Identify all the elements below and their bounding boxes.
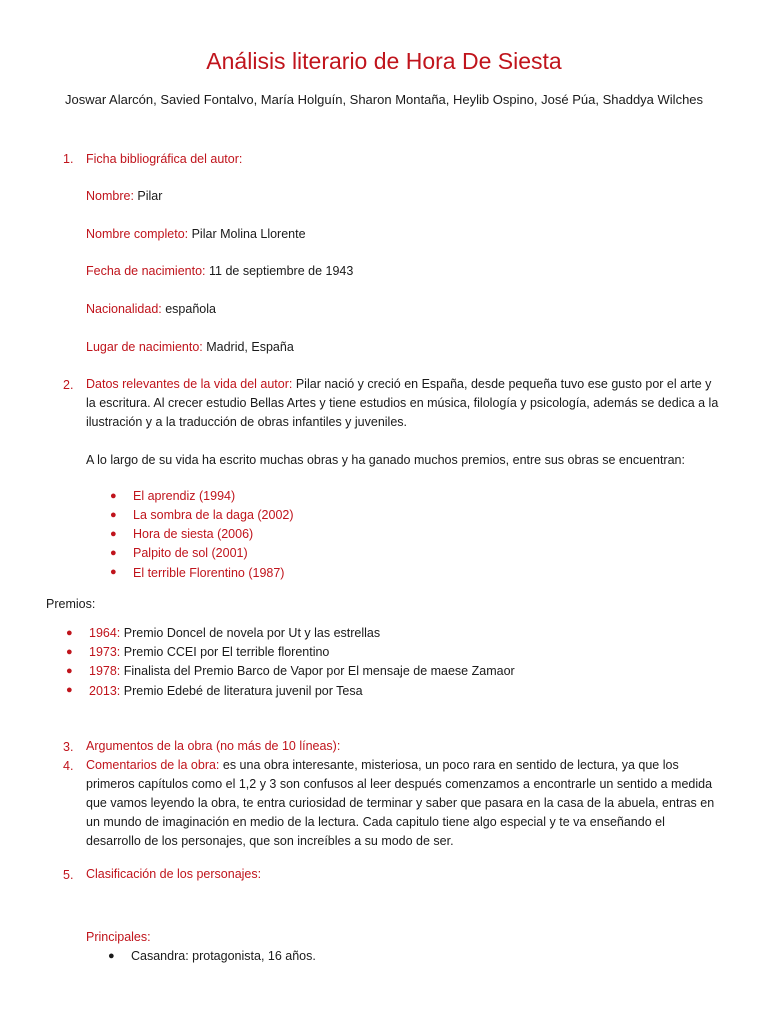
section-4-line-2: primeros capítulos como el 1,2 y 3 son confusos al leer después comenzamos a encontrarle un sentido a medida	[86, 777, 713, 791]
field-value: Pilar	[133, 189, 163, 203]
premio-item	[89, 682, 363, 702]
premio-text: Premio Edebé de literatura juvenil por Tesa	[120, 684, 363, 698]
field-label: Nombre completo:	[86, 227, 189, 241]
section-2-line-1	[86, 375, 711, 395]
field-label: Fecha de nacimiento:	[86, 264, 206, 278]
field-lugar-nacimiento	[86, 338, 294, 358]
premio-year: 1978:	[89, 664, 121, 678]
bullet-icon: ●	[66, 665, 73, 677]
section-2-line-2: la escritura. Al crecer estudio Bellas Artes y tiene estudios en música, filología y psicología, además se dedica a la	[86, 396, 719, 410]
field-label: Lugar de nacimiento:	[86, 340, 203, 354]
field-value: Madrid, España	[202, 340, 294, 354]
bullet-icon: ●	[66, 684, 73, 696]
section-1-number: 1.	[63, 152, 74, 166]
premio-year: 1964:	[89, 626, 121, 640]
character-item: Casandra: protagonista, 16 años.	[131, 949, 316, 963]
premio-item	[89, 624, 380, 644]
field-nombre-completo	[86, 225, 306, 245]
section-4-number: 4.	[63, 759, 74, 773]
section-2-heading: Datos relevantes de la vida del autor:	[86, 377, 293, 391]
section-2-intro: A lo largo de su vida ha escrito muchas obras y ha ganado muchos premios, entre sus obras se encuentran:	[86, 453, 685, 467]
section-4-heading: Comentarios de la obra:	[86, 758, 220, 772]
section-3-heading: Argumentos de la obra (no más de 10 líneas):	[86, 739, 341, 753]
bullet-icon: ●	[66, 646, 73, 658]
bullet-icon: ●	[110, 566, 117, 578]
premio-item	[89, 643, 329, 663]
field-nombre	[86, 187, 162, 207]
bullet-icon: ●	[66, 627, 73, 639]
section-2-line-3: ilustración y a la traducción de obras infantiles y juveniles.	[86, 415, 408, 429]
premios-heading: Premios:	[46, 597, 96, 611]
bullet-icon: ●	[110, 528, 117, 540]
bullet-icon: ●	[108, 950, 115, 962]
section-4-text: es una obra interesante, misteriosa, un poco rara en sentido de lectura, ya que los	[219, 758, 679, 772]
field-value: Pilar Molina Llorente	[188, 227, 306, 241]
premio-item	[89, 662, 515, 682]
bullet-icon: ●	[110, 547, 117, 559]
document-title: Análisis literario de Hora De Siesta	[206, 48, 562, 74]
section-5-number: 5.	[63, 868, 74, 882]
premio-text: Premio CCEI por El terrible florentino	[120, 645, 330, 659]
section-2-number: 2.	[63, 378, 74, 392]
section-1-heading: Ficha bibliográfica del autor:	[86, 152, 243, 166]
work-item: Hora de siesta (2006)	[133, 527, 254, 541]
work-item: El terrible Florentino (1987)	[133, 566, 285, 580]
bullet-icon: ●	[110, 509, 117, 521]
work-item: Palpito de sol (2001)	[133, 546, 248, 560]
premio-text: Premio Doncel de novela por Ut y las estrellas	[120, 626, 381, 640]
field-value: española	[161, 302, 216, 316]
field-value: 11 de septiembre de 1943	[205, 264, 354, 278]
premio-year: 1973:	[89, 645, 121, 659]
field-label: Nacionalidad:	[86, 302, 162, 316]
section-5-heading: Clasificación de los personajes:	[86, 867, 262, 881]
section-4-line-3: que vamos leyendo la obra, te entra curiosidad de terminar y saber que pasara en la casa de la abuela, entras en	[86, 796, 715, 810]
section-4-line-4: un mundo de imaginación en medio de la lectura. Cada capitulo tiene algo especial y te va enseñando el	[86, 815, 665, 829]
document-authors: Joswar Alarcón, Savied Fontalvo, María Holguín, Sharon Montaña, Heylib Ospino, José Púa, Shaddya Wilches	[64, 92, 704, 107]
premio-text: Finalista del Premio Barco de Vapor por El mensaje de maese Zamaor	[120, 664, 515, 678]
premio-year: 2013:	[89, 684, 121, 698]
field-label: Nombre:	[86, 189, 134, 203]
work-item: La sombra de la daga (2002)	[133, 508, 294, 522]
field-nacionalidad	[86, 300, 216, 320]
section-2-text: Pilar nació y creció en España, desde pequeña tuvo ese gusto por el arte y	[292, 377, 712, 391]
section-5-subheading: Principales:	[86, 930, 151, 944]
section-3-number: 3.	[63, 740, 74, 754]
section-4-line-1	[86, 756, 679, 776]
field-fecha-nacimiento	[86, 262, 353, 282]
work-item: El aprendiz (1994)	[133, 489, 236, 503]
section-4-line-5: desarrollo de los personajes, que son increíbles a su modo de ser.	[86, 834, 454, 848]
bullet-icon: ●	[110, 490, 117, 502]
